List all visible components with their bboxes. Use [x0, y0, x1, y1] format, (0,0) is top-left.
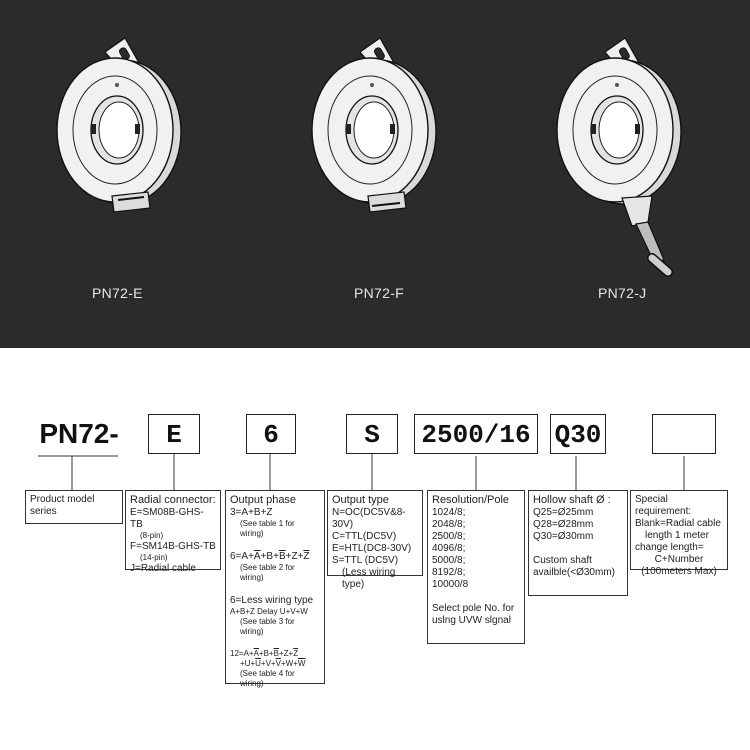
connector-f-note: (14-pin) — [140, 553, 168, 562]
shaft-q30: Q30=Ø30mm — [533, 531, 594, 542]
output-e: E=HTL(DC8-30V) — [332, 543, 412, 554]
resolution-note-2: uslng UVW slgnal — [432, 615, 511, 626]
box-resolution — [427, 490, 525, 644]
box-series — [25, 490, 123, 524]
phase-6: $6=A+\overline{A}+B+\overline{B}+Z+\overline{Z}$ — [230, 551, 310, 562]
phase-3-note: (See table 1 for wiring) — [240, 519, 295, 538]
special-line-1: Blank=Radial cable — [635, 518, 721, 529]
code-special — [652, 414, 716, 454]
connector-title: Radial connector: — [130, 494, 216, 506]
box-special — [630, 490, 728, 577]
resolution-2048: 2048/8; — [432, 519, 466, 530]
connector-j: J=Radial cable — [130, 563, 196, 574]
output-s-note: (Less wiring type) — [342, 567, 396, 590]
box-shaft — [528, 490, 628, 596]
model-label-e: PN72-E — [92, 285, 143, 301]
code-prefix: PN72- — [39, 418, 119, 449]
model-label-j: PN72-J — [598, 285, 647, 301]
shaft-q28: Q28=Ø28mm — [533, 519, 594, 530]
box-phase — [225, 490, 325, 688]
phase-less-line: A+B+Z Delay U+V+W — [230, 607, 308, 616]
resolution-title: Resolution/Pole — [432, 494, 510, 506]
box-output — [327, 490, 423, 590]
special-line-3: change length= — [635, 542, 704, 553]
code-output: S — [346, 414, 398, 454]
model-label-f: PN72-F — [354, 285, 405, 301]
code-resolution: 2500/16 — [414, 414, 538, 454]
shaft-custom-2: availble(<Ø30mm) — [533, 567, 615, 578]
phase-less-note: (See table 3 for wiring) — [240, 617, 295, 636]
code-connector: E — [148, 414, 200, 454]
phase-less-title: 6=Less wiring type — [230, 595, 314, 606]
resolution-4096: 4096/8; — [432, 543, 466, 554]
special-line-5: (100meters Max) — [641, 566, 717, 577]
connector-f: F=SM14B-GHS-TB — [130, 541, 216, 552]
resolution-8192: 8192/8; — [432, 567, 466, 578]
phase-12-line-1: $12=A+\overline{A}+B+\overline{B}+Z+\overline{Z}$ — [230, 649, 299, 658]
box-connector — [125, 490, 221, 574]
resolution-5000: 5000/8; — [432, 555, 466, 566]
resolution-2500: 2500/8; — [432, 531, 466, 542]
output-c: C=TTL(DC5V) — [332, 531, 397, 542]
special-title: Special requirement: — [635, 494, 692, 517]
output-title: Output type — [332, 494, 389, 506]
code-shaft: Q30 — [550, 414, 606, 454]
resolution-10000: 10000/8 — [432, 579, 469, 590]
special-line-2: length 1 meter — [645, 530, 709, 541]
phase-title: Output phase — [230, 494, 297, 506]
shaft-q25: Q25=Ø25mm — [533, 507, 594, 518]
code-phase: 6 — [246, 414, 296, 454]
phase-12-note: (See table 4 for wiring) — [240, 669, 295, 688]
special-line-4: C+Number — [654, 554, 704, 565]
phase-12-line-2: $+U+\overline{U}+V+\overline{V}+W+\overline{W}$ — [240, 659, 306, 668]
connector-e: E=SM08B-GHS-TB — [130, 507, 204, 530]
connector-e-note: (8-pin) — [140, 531, 164, 540]
series-line-2: series — [30, 506, 57, 517]
shaft-title: Hollow shaft Ø : — [533, 494, 611, 506]
output-s: S=TTL (DC5V) — [332, 555, 399, 566]
resolution-note-1: Select pole No. for — [432, 603, 515, 614]
phase-3: 3=A+B+Z — [230, 507, 273, 518]
series-line-1: Product model — [30, 494, 95, 505]
output-n: N=OC(DC5V&8-30V) — [332, 507, 406, 530]
resolution-1024: 1024/8; — [432, 507, 466, 518]
shaft-custom-1: Custom shaft — [533, 555, 592, 566]
phase-6-note: (See table 2 for wiring) — [240, 563, 295, 582]
